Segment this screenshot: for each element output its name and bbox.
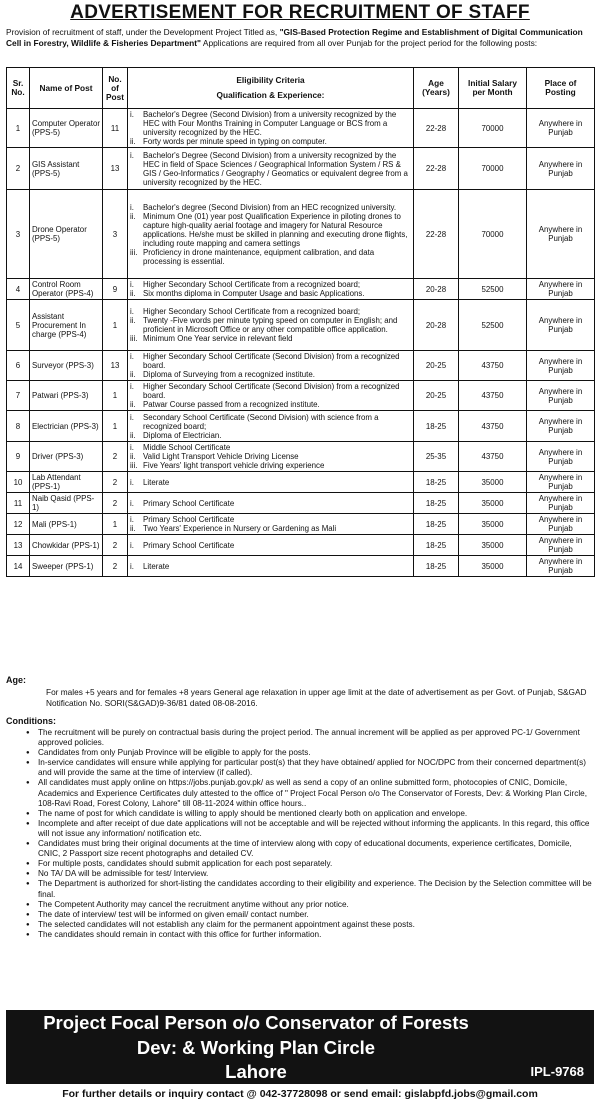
criteria-item — [130, 562, 411, 571]
criteria-item — [130, 400, 411, 409]
criteria-text: Diploma of Electrician. — [143, 430, 222, 440]
criteria-text: Secondary School Certificate (Second Division) with science from a recognized board; — [143, 412, 379, 431]
conditions-heading: Conditions: — [6, 716, 56, 726]
criteria-number: i. — [130, 561, 134, 571]
ipl-code: IPL-9768 — [530, 1064, 584, 1079]
cell-post-count: 1 — [103, 514, 128, 535]
cell-post-count: 1 — [103, 300, 128, 351]
cell-sr: 4 — [7, 279, 30, 300]
condition-item: ● The Competent Authority may cancel the recruitment anytime without any prior notice. — [22, 900, 594, 910]
criteria-item — [130, 452, 411, 461]
cell-post-count: 9 — [103, 279, 128, 300]
cell-salary: 43750 — [459, 411, 527, 442]
cell-place: Anywhere in Punjab — [527, 472, 595, 493]
table-row — [7, 300, 595, 351]
cell-place: Anywhere in Punjab — [527, 514, 595, 535]
cell-post-name: Control Room Operator (PPS-4) — [30, 279, 103, 300]
condition-item: ● The date of interview/ test will be informed on given email/ contact number. — [22, 910, 594, 920]
cell-place: Anywhere in Punjab — [527, 190, 595, 279]
condition-item: ● The selected candidates will not establish any claim for the permanent appointment against these posts. — [22, 920, 594, 930]
criteria-item — [130, 248, 411, 266]
header-eligibility-title: Eligibility Criteria — [236, 75, 305, 85]
cell-post-count: 2 — [103, 472, 128, 493]
cell-post-name: Sweeper (PPS-1) — [30, 556, 103, 577]
project-title: "GIS-Based Protection Regime and Establishment of Digital Communication Cell in Forestry, Wildlife & Fisheries Department" — [6, 27, 583, 48]
conditions-list — [22, 728, 594, 940]
table-row — [7, 556, 595, 577]
cell-age: 18-25 — [414, 514, 459, 535]
criteria-item — [130, 280, 411, 289]
table-row — [7, 535, 595, 556]
cell-salary: 35000 — [459, 493, 527, 514]
cell-sr: 8 — [7, 411, 30, 442]
cell-salary: 52500 — [459, 279, 527, 300]
cell-salary: 43750 — [459, 381, 527, 411]
cell-salary: 35000 — [459, 556, 527, 577]
cell-place: Anywhere in Punjab — [527, 351, 595, 381]
cell-criteria — [128, 351, 414, 381]
header-age: Age (Years) — [414, 68, 459, 109]
criteria-number: i. — [130, 352, 134, 361]
criteria-text: Patwar Course passed from a recognized institute. — [143, 400, 320, 409]
cell-post-name: Computer Operator (PPS-5) — [30, 109, 103, 148]
cell-sr: 1 — [7, 109, 30, 148]
criteria-number: i. — [130, 412, 134, 422]
criteria-number: ii. — [130, 137, 136, 146]
criteria-number: ii. — [130, 289, 136, 298]
cell-post-count: 2 — [103, 442, 128, 472]
criteria-item — [130, 541, 411, 550]
criteria-text: Valid Light Transport Vehicle Driving License — [143, 452, 299, 461]
cell-post-count: 3 — [103, 190, 128, 279]
cell-age: 20-28 — [414, 279, 459, 300]
criteria-item — [130, 478, 411, 487]
cell-salary: 43750 — [459, 351, 527, 381]
cell-post-name: Assistant Procurement In charge (PPS-4) — [30, 300, 103, 351]
posts-table — [6, 67, 595, 577]
cell-post-name: Mali (PPS-1) — [30, 514, 103, 535]
condition-item: ● The recruitment will be purely on contractual basis during the project period. The annual increment will be applied as per approved PC-1/ Government approved policies. — [22, 728, 594, 748]
cell-age: 22-28 — [414, 190, 459, 279]
criteria-number: i. — [130, 110, 134, 119]
footer-line-3: Lahore — [225, 1061, 287, 1082]
cell-criteria — [128, 190, 414, 279]
cell-post-name: Drone Operator (PPS-5) — [30, 190, 103, 279]
age-text: For males +5 years and for females +8 years General age relaxation in upper age limit at the date of advertisement as per Govt. of Punjab, S&GAD Notification No. SORI(S&GAD)9-36/81 dated 08-08-2016. — [46, 687, 587, 708]
cell-post-count: 13 — [103, 148, 128, 190]
table-row — [7, 109, 595, 148]
cell-post-name: Chowkidar (PPS-1) — [30, 535, 103, 556]
cell-sr: 13 — [7, 535, 30, 556]
condition-item: ● Incomplete and after receipt of due date applications will not be acceptable and will be rejected without informing the applicants. In this regard, this office will not issue any information/ notification etc. — [22, 819, 594, 839]
footer-banner — [6, 1010, 594, 1084]
cell-age: 18-25 — [414, 535, 459, 556]
cell-criteria — [128, 109, 414, 148]
criteria-item — [130, 431, 411, 440]
intro-tail: Applications are required from all over Punjab for the project period for the following posts: — [201, 37, 538, 48]
table-row — [7, 472, 595, 493]
criteria-text: Literate — [143, 477, 170, 487]
cell-place: Anywhere in Punjab — [527, 279, 595, 300]
criteria-text: Diploma of Surveying from a recognized institute. — [143, 370, 315, 379]
cell-age: 22-28 — [414, 109, 459, 148]
footer-line-2: Dev: & Working Plan Circle — [136, 1037, 376, 1058]
cell-age: 25-35 — [414, 442, 459, 472]
header-salary: Initial Salary per Month — [459, 68, 527, 109]
condition-item: ● In-service candidates will ensure while applying for particular post(s) that they have obtained/ applied for NOC/DPC from their concerned department(s) and will provide the same at the time of interview (if called). — [22, 758, 594, 778]
cell-criteria — [128, 411, 414, 442]
criteria-item — [130, 352, 411, 370]
table-row — [7, 351, 595, 381]
cell-criteria — [128, 556, 414, 577]
cell-criteria — [128, 442, 414, 472]
header-qualification: Qualification & Experience: — [216, 90, 325, 100]
cell-age: 20-28 — [414, 300, 459, 351]
criteria-text: Twenty -Five words per minute typing speed on computer in English; and proficient in Microsoft Office or any other compatible office application. — [143, 316, 398, 334]
criteria-item — [130, 289, 411, 298]
criteria-number: i. — [130, 202, 134, 212]
cell-place: Anywhere in Punjab — [527, 493, 595, 514]
criteria-text: Middle School Certificate — [143, 443, 231, 452]
criteria-item — [130, 499, 411, 508]
table-row — [7, 279, 595, 300]
cell-post-name: Driver (PPS-3) — [30, 442, 103, 472]
cell-sr: 6 — [7, 351, 30, 381]
criteria-number: iii. — [130, 247, 138, 257]
cell-salary: 43750 — [459, 442, 527, 472]
criteria-number: i. — [130, 443, 134, 452]
age-heading: Age: — [6, 675, 26, 685]
criteria-item — [130, 515, 411, 524]
criteria-number: i. — [130, 307, 134, 316]
criteria-text: Proficiency in drone maintenance, equipment calibration, and data processing is essential. — [143, 247, 375, 266]
criteria-item — [130, 443, 411, 452]
condition-item: ● The Department is authorized for short-listing the candidates according to their eligibility and experience. The Decision by the Selection committee will be final. — [22, 879, 594, 899]
cell-post-count: 1 — [103, 411, 128, 442]
table-row — [7, 493, 595, 514]
cell-post-count: 2 — [103, 535, 128, 556]
criteria-text: Bachelor's degree (Second Division) from an HEC recognized university. — [143, 202, 397, 212]
criteria-text: Higher Secondary School Certificate from a recognized board; — [143, 307, 361, 316]
criteria-text: Higher Secondary School Certificate (Second Division) from a recognized board. — [143, 352, 400, 370]
cell-post-name: Surveyor (PPS-3) — [30, 351, 103, 381]
cell-criteria — [128, 148, 414, 190]
condition-item: ● Candidates must bring their original documents at the time of interview along with copy of educational documents, experience certificates, Domicile, CNIC, 2 Passport size recent photographs and detailed CV. — [22, 839, 594, 859]
criteria-item — [130, 110, 411, 137]
cell-criteria — [128, 472, 414, 493]
criteria-text: Forty words per minute speed in typing on computer. — [143, 137, 327, 146]
criteria-text: Primary School Certificate — [143, 540, 235, 550]
cell-age: 18-25 — [414, 556, 459, 577]
cell-age: 18-25 — [414, 411, 459, 442]
criteria-item — [130, 382, 411, 400]
criteria-item — [130, 461, 411, 470]
criteria-number: ii. — [130, 524, 136, 533]
criteria-number: i. — [130, 280, 134, 289]
cell-criteria — [128, 381, 414, 411]
criteria-number: i. — [130, 382, 134, 391]
criteria-item — [130, 203, 411, 212]
cell-salary: 70000 — [459, 190, 527, 279]
criteria-text: Bachelor's Degree (Second Division) from a university recognized by the HEC in field of Space Sciences / Geographical Information System / RS & GIS / Geo-Informatics / Geography / Geomatics or equivalent degree from a university recognized by the HEC. — [143, 150, 408, 187]
cell-age: 20-25 — [414, 381, 459, 411]
table-row — [7, 514, 595, 535]
cell-post-name: Lab Attendant (PPS-1) — [30, 472, 103, 493]
cell-criteria — [128, 535, 414, 556]
cell-post-count: 2 — [103, 493, 128, 514]
criteria-number: i. — [130, 540, 134, 550]
criteria-number: iii. — [130, 461, 138, 470]
cell-place: Anywhere in Punjab — [527, 148, 595, 190]
cell-sr: 11 — [7, 493, 30, 514]
cell-post-count: 13 — [103, 351, 128, 381]
condition-item: ● Candidates from only Punjab Province will be eligible to apply for the posts. — [22, 748, 594, 758]
header-name: Name of Post — [30, 68, 103, 109]
cell-salary: 35000 — [459, 535, 527, 556]
criteria-number: i. — [130, 477, 134, 487]
cell-sr: 2 — [7, 148, 30, 190]
criteria-item — [130, 316, 411, 334]
header-place: Place of Posting — [527, 68, 595, 109]
cell-age: 18-25 — [414, 472, 459, 493]
criteria-number: i. — [130, 150, 134, 160]
cell-place: Anywhere in Punjab — [527, 556, 595, 577]
criteria-number: ii. — [130, 211, 136, 221]
cell-post-count: 1 — [103, 381, 128, 411]
criteria-number: ii. — [130, 452, 136, 461]
criteria-item — [130, 212, 411, 248]
cell-sr: 9 — [7, 442, 30, 472]
criteria-number: ii. — [130, 430, 136, 440]
cell-salary: 52500 — [459, 300, 527, 351]
condition-item: ● All candidates must apply online on https://jobs.punjab.gov.pk/ as well as send a copy of an online submitted form, photocopies of CNIC, Domicile, Academics and Experience Certificates duly attested to the office of " Project Focal Person o/o The Conservator of Forests, Dev: & Working Plan Circle, 108-Ravi Road, Forest Colony, Lahore" till 08-11-2024 within office hours.. — [22, 778, 594, 808]
cell-place: Anywhere in Punjab — [527, 442, 595, 472]
cell-age: 20-25 — [414, 351, 459, 381]
cell-sr: 10 — [7, 472, 30, 493]
cell-age: 22-28 — [414, 148, 459, 190]
criteria-number: i. — [130, 515, 134, 524]
criteria-number: ii. — [130, 316, 136, 325]
criteria-text: Minimum One Year service in relevant field — [143, 334, 293, 343]
cell-sr: 7 — [7, 381, 30, 411]
criteria-item — [130, 307, 411, 316]
intro-lead: Provision of recruitment of staff, under the Development Project Titled as, — [6, 27, 280, 37]
table-row — [7, 442, 595, 472]
cell-place: Anywhere in Punjab — [527, 381, 595, 411]
cell-post-name: Patwari (PPS-3) — [30, 381, 103, 411]
cell-place: Anywhere in Punjab — [527, 300, 595, 351]
cell-salary: 35000 — [459, 472, 527, 493]
contact-line: For further details or inquiry contact @ 042-37728098 or send email: gislabpfd.jobs@gmail.com — [62, 1088, 538, 1100]
cell-sr: 3 — [7, 190, 30, 279]
header-eligibility — [128, 68, 414, 109]
criteria-text: Higher Secondary School Certificate from a recognized board; — [143, 280, 361, 289]
criteria-text: Two Years' Experience in Nursery or Gardening as Mali — [143, 524, 337, 533]
cell-salary: 35000 — [459, 514, 527, 535]
cell-place: Anywhere in Punjab — [527, 109, 595, 148]
condition-item: ● For multiple posts, candidates should submit application for each post separately. — [22, 859, 594, 869]
criteria-number: ii. — [130, 400, 136, 409]
criteria-text: Bachelor's Degree (Second Division) from a university recognized by the HEC with Four Months Training in Computer Language or BCS from a university recognized by the HEC. — [143, 110, 397, 137]
criteria-item — [130, 334, 411, 343]
cell-post-count: 11 — [103, 109, 128, 148]
cell-age: 18-25 — [414, 493, 459, 514]
cell-criteria — [128, 300, 414, 351]
cell-place: Anywhere in Punjab — [527, 411, 595, 442]
criteria-text: Primary School Certificate — [143, 515, 235, 524]
cell-post-count: 2 — [103, 556, 128, 577]
criteria-text: Five Years' light transport vehicle driving experience — [143, 461, 325, 470]
criteria-item — [130, 524, 411, 533]
table-row — [7, 148, 595, 190]
footer-line-1: Project Focal Person o/o Conservator of Forests — [43, 1012, 469, 1033]
cell-salary: 70000 — [459, 109, 527, 148]
cell-sr: 14 — [7, 556, 30, 577]
header-number: No. of Post — [103, 68, 128, 109]
condition-item: ● The name of post for which candidate is willing to apply should be mentioned clearly both on application and envelope. — [22, 809, 594, 819]
table-row — [7, 411, 595, 442]
cell-post-name: GIS Assistant (PPS-5) — [30, 148, 103, 190]
criteria-number: ii. — [130, 370, 136, 379]
criteria-text: Higher Secondary School Certificate (Second Division) from a recognized board. — [143, 382, 400, 400]
page-title: ADVERTISEMENT FOR RECRUITMENT OF STAFF — [70, 2, 530, 23]
cell-criteria — [128, 279, 414, 300]
criteria-text: Primary School Certificate — [143, 498, 235, 508]
cell-sr: 12 — [7, 514, 30, 535]
cell-place: Anywhere in Punjab — [527, 535, 595, 556]
condition-item: ● The candidates should remain in contact with this office for further information. — [22, 930, 594, 940]
cell-post-name: Electrician (PPS-3) — [30, 411, 103, 442]
criteria-item — [130, 151, 411, 187]
criteria-number: iii. — [130, 334, 138, 343]
criteria-text: Literate — [143, 561, 170, 571]
cell-salary: 70000 — [459, 148, 527, 190]
header-sr: Sr. No. — [7, 68, 30, 109]
intro-paragraph — [6, 27, 594, 48]
table-row — [7, 190, 595, 279]
condition-item: ● No TA/ DA will be admissible for test/ Interview. — [22, 869, 594, 879]
criteria-text: Minimum One (01) year post Qualification Experience in piloting drones to capture high-quality aerial footage and imagery for Natural Resource applications. He/she must be skilled in planning and executing drone flights, including route mapping and camera settings — [143, 211, 408, 248]
criteria-item — [130, 370, 411, 379]
cell-sr: 5 — [7, 300, 30, 351]
criteria-text: Six months diploma in Computer Usage and basic Applications. — [143, 289, 365, 298]
table-row — [7, 381, 595, 411]
cell-criteria — [128, 493, 414, 514]
criteria-item — [130, 137, 411, 146]
criteria-number: i. — [130, 498, 134, 508]
criteria-item — [130, 413, 411, 431]
cell-criteria — [128, 514, 414, 535]
cell-post-name: Naib Qasid (PPS-1) — [30, 493, 103, 514]
